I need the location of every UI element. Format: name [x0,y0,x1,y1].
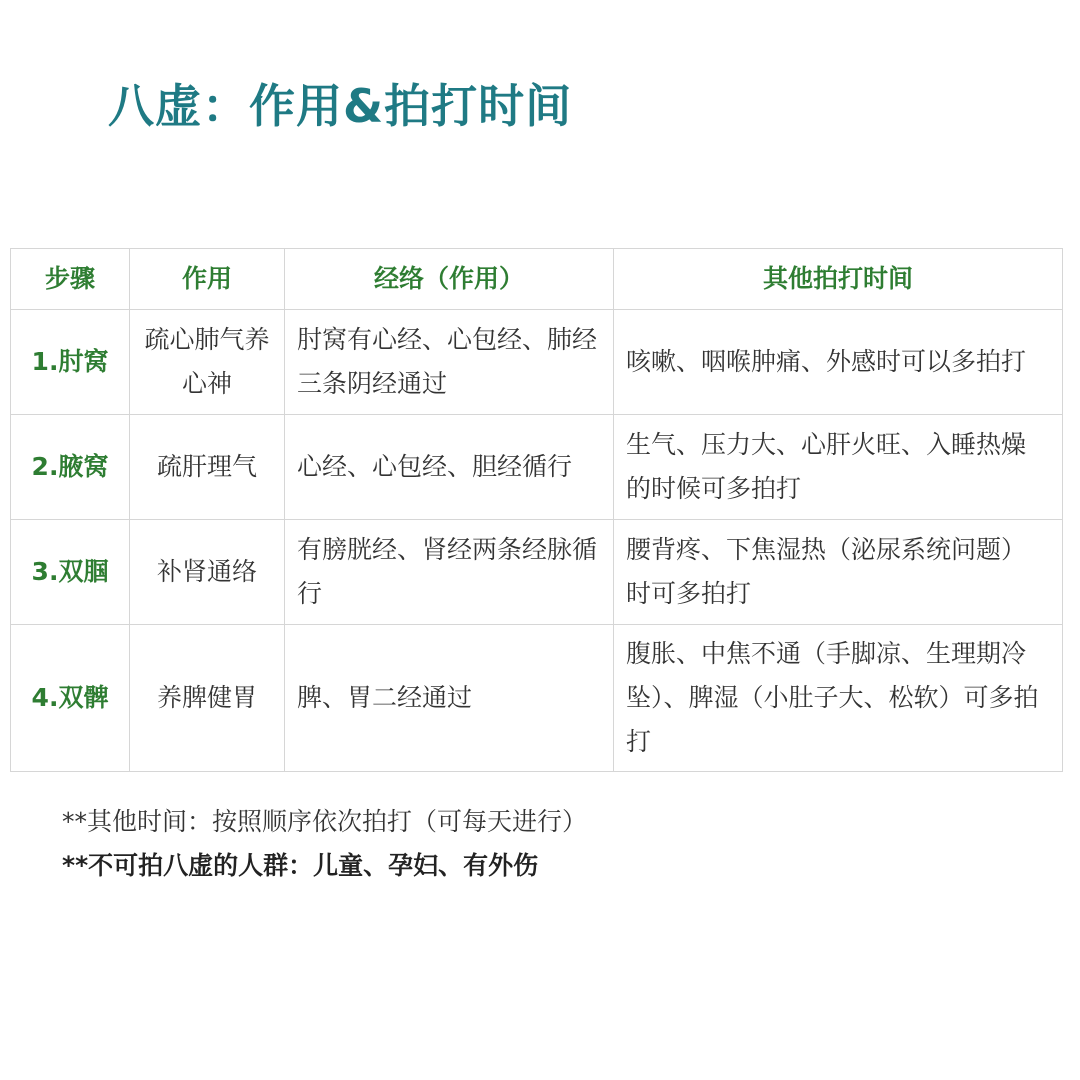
effect-cell: 疏心肺气养心神 [130,310,285,415]
header-effect: 作用 [130,249,285,310]
step-cell: 1.肘窝 [11,310,130,415]
bahxu-table [10,248,1063,772]
other-time-cell: 咳嗽、咽喉肿痛、外感时可以多拍打 [614,310,1063,415]
effect-cell: 补肾通络 [130,520,285,625]
meridian-cell: 心经、心包经、胆经循行 [285,415,614,520]
table-row [11,310,1063,415]
other-time-cell: 生气、压力大、心肝火旺、入睡热燥的时候可多拍打 [614,415,1063,520]
notes [62,800,587,888]
effect-cell: 疏肝理气 [130,415,285,520]
other-time-cell: 腹胀、中焦不通（手脚凉、生理期冷坠）、脾湿（小肚子大、松软）可多拍打 [614,625,1063,772]
step-cell: 2.腋窝 [11,415,130,520]
meridian-cell: 有膀胱经、肾经两条经脉循行 [285,520,614,625]
header-other-time: 其他拍打时间 [614,249,1063,310]
header-meridian: 经络（作用） [285,249,614,310]
page-title: 八虚：作用&拍打时间 [108,79,573,133]
other-time-cell: 腰背疼、下焦湿热（泌尿系统问题）时可多拍打 [614,520,1063,625]
table-row [11,520,1063,625]
meridian-cell: 脾、胃二经通过 [285,625,614,772]
step-cell: 4.双髀 [11,625,130,772]
header-step: 步骤 [11,249,130,310]
note-contraindication: **不可拍八虚的人群：儿童、孕妇、有外伤 [62,851,539,880]
table-row [11,415,1063,520]
step-cell: 3.双腘 [11,520,130,625]
table-row [11,625,1063,772]
table-header-row [11,249,1063,310]
note-other-time: **其他时间：按照顺序依次拍打（可每天进行） [62,807,588,836]
effect-cell: 养脾健胃 [130,625,285,772]
meridian-cell: 肘窝有心经、心包经、肺经三条阴经通过 [285,310,614,415]
